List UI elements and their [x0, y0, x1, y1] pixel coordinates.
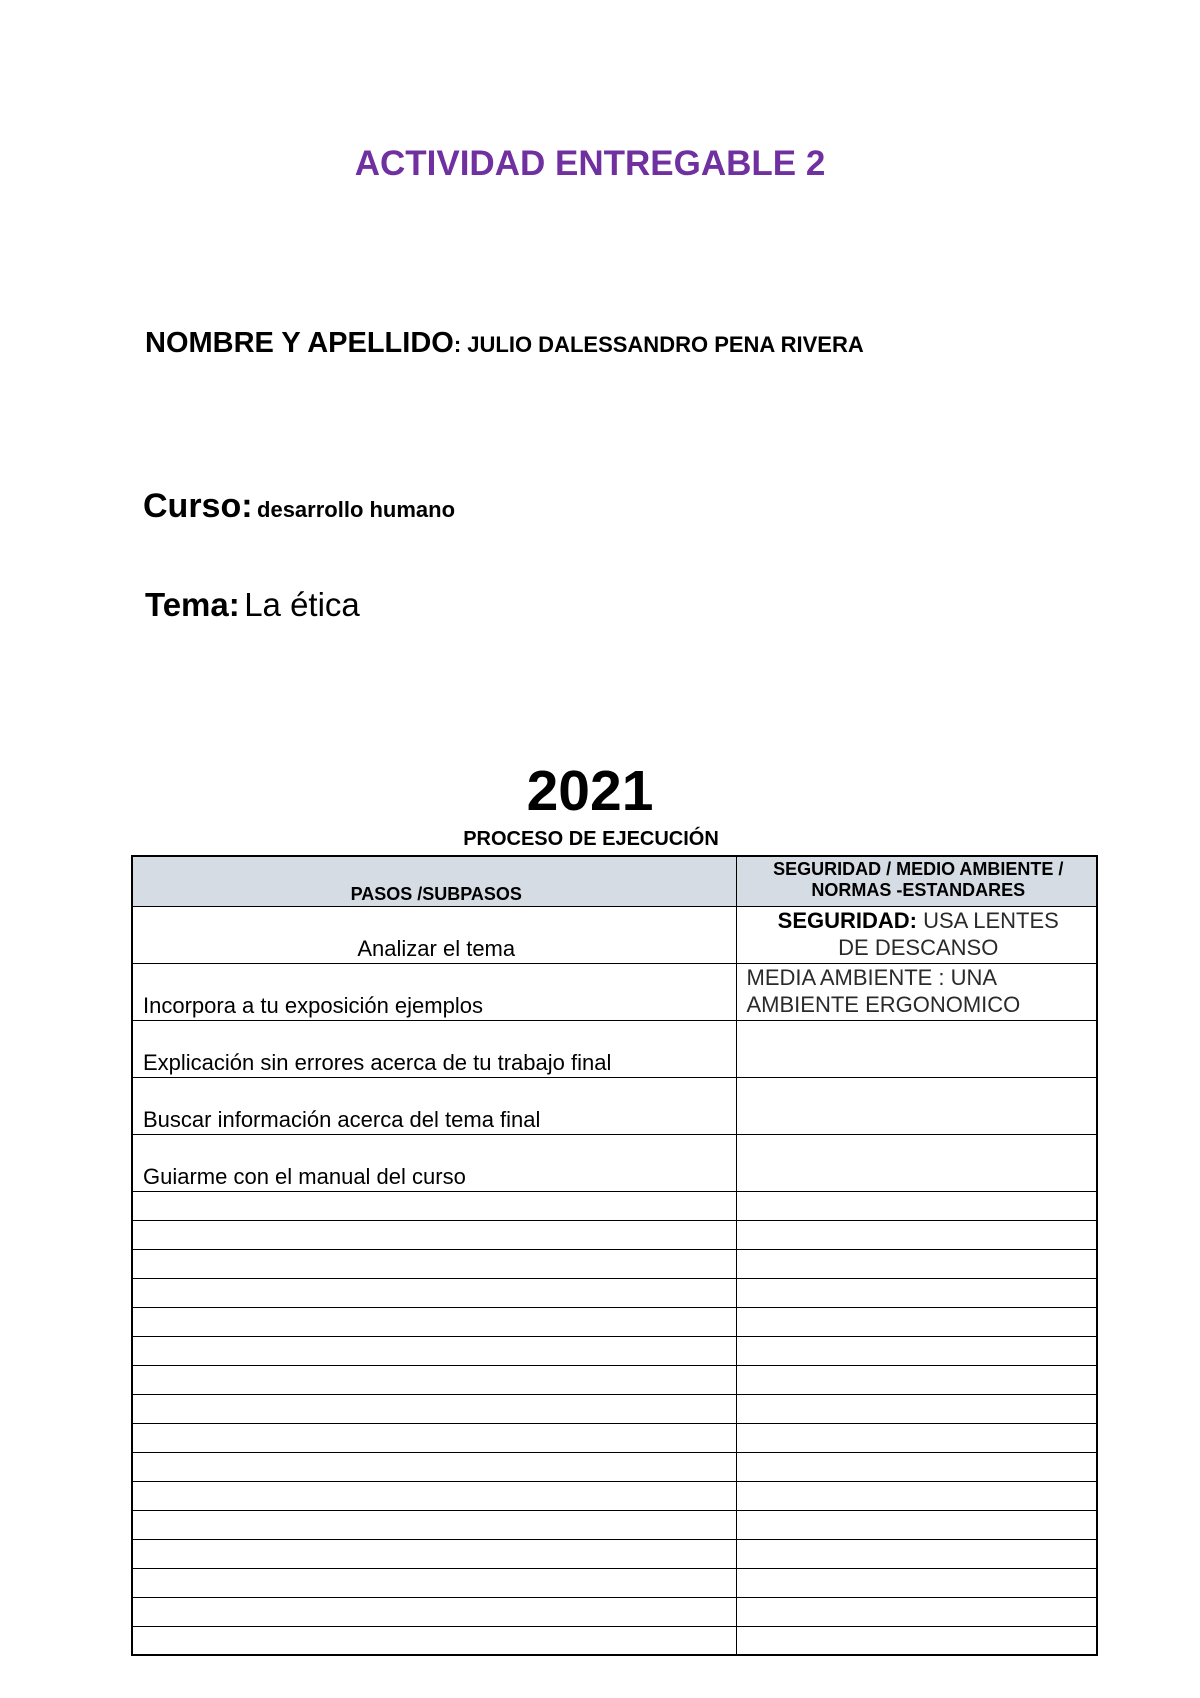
empty-table-row — [132, 1423, 1097, 1452]
name-value: : JULIO DALESSANDRO PENA RIVERA — [453, 332, 864, 357]
empty-step-cell[interactable] — [132, 1220, 736, 1249]
table-caption: PROCESO DE EJECUCIÓN — [463, 828, 719, 850]
norm-cell[interactable] — [736, 1134, 1097, 1191]
empty-table-row — [132, 1278, 1097, 1307]
topic-line — [145, 586, 360, 624]
document-title: ACTIVIDAD ENTREGABLE 2 — [354, 144, 826, 183]
name-line — [145, 327, 864, 360]
empty-table-row — [132, 1220, 1097, 1249]
table-row — [132, 963, 1097, 1020]
norm-line: DE DESCANSO — [838, 934, 999, 960]
empty-norm-cell[interactable] — [736, 1452, 1097, 1481]
table-header-row — [132, 856, 1097, 906]
empty-norm-cell[interactable] — [736, 1568, 1097, 1597]
empty-norm-cell[interactable] — [736, 1249, 1097, 1278]
empty-table-row — [132, 1336, 1097, 1365]
year-heading: 2021 — [526, 759, 654, 823]
empty-table-row — [132, 1394, 1097, 1423]
empty-step-cell[interactable] — [132, 1394, 736, 1423]
norm-cell[interactable] — [736, 1020, 1097, 1077]
norm-cell[interactable] — [736, 906, 1097, 963]
empty-table-row — [132, 1510, 1097, 1539]
empty-norm-cell[interactable] — [736, 1510, 1097, 1539]
empty-step-cell[interactable] — [132, 1307, 736, 1336]
step-cell[interactable]: Explicación sin errores acerca de tu trabajo final — [132, 1020, 736, 1077]
empty-step-cell[interactable] — [132, 1539, 736, 1568]
steps-column-header: PASOS /SUBPASOS — [132, 856, 736, 906]
empty-table-row — [132, 1481, 1097, 1510]
empty-table-row — [132, 1249, 1097, 1278]
empty-norm-cell[interactable] — [736, 1220, 1097, 1249]
step-cell[interactable]: Guiarme con el manual del curso — [132, 1134, 736, 1191]
empty-step-cell[interactable] — [132, 1249, 736, 1278]
name-label: NOMBRE Y APELLIDO — [145, 327, 454, 359]
process-table — [131, 855, 1098, 1656]
norm-label: SEGURIDAD: — [777, 907, 917, 933]
empty-norm-cell[interactable] — [736, 1278, 1097, 1307]
empty-step-cell[interactable] — [132, 1278, 736, 1307]
empty-table-row — [132, 1452, 1097, 1481]
empty-norm-cell[interactable] — [736, 1365, 1097, 1394]
norms-header-line-2: NORMAS -ESTANDARES — [811, 880, 1026, 900]
empty-norm-cell[interactable] — [736, 1539, 1097, 1568]
empty-table-row — [132, 1597, 1097, 1626]
empty-table-row — [132, 1539, 1097, 1568]
empty-step-cell[interactable] — [132, 1191, 736, 1220]
step-cell[interactable]: Incorpora a tu exposición ejemplos — [132, 963, 736, 1020]
course-label: Curso: — [143, 487, 253, 525]
empty-table-row — [132, 1568, 1097, 1597]
course-value: desarrollo humano — [257, 497, 456, 522]
empty-step-cell[interactable] — [132, 1626, 736, 1655]
norm-line: MEDIA AMBIENTE : UNA — [746, 964, 998, 990]
norm-cell[interactable] — [736, 963, 1097, 1020]
step-cell[interactable]: Buscar información acerca del tema final — [132, 1077, 736, 1134]
course-line — [143, 487, 455, 526]
table-row — [132, 1020, 1097, 1077]
empty-step-cell[interactable] — [132, 1481, 736, 1510]
empty-norm-cell[interactable] — [736, 1394, 1097, 1423]
norms-header-line-1: SEGURIDAD / MEDIO AMBIENTE / — [773, 859, 1064, 879]
empty-table-row — [132, 1307, 1097, 1336]
table-row — [132, 1134, 1097, 1191]
topic-value: La ética — [244, 586, 360, 623]
empty-norm-cell[interactable] — [736, 1307, 1097, 1336]
empty-step-cell[interactable] — [132, 1452, 736, 1481]
table-row — [132, 906, 1097, 963]
empty-norm-cell[interactable] — [736, 1336, 1097, 1365]
step-cell[interactable]: Analizar el tema — [132, 906, 736, 963]
empty-table-row — [132, 1365, 1097, 1394]
empty-norm-cell[interactable] — [736, 1481, 1097, 1510]
norms-column-header — [736, 856, 1097, 906]
empty-table-row — [132, 1191, 1097, 1220]
norm-cell[interactable] — [736, 1077, 1097, 1134]
empty-step-cell[interactable] — [132, 1365, 736, 1394]
empty-norm-cell[interactable] — [736, 1423, 1097, 1452]
norm-line: AMBIENTE ERGONOMICO — [746, 991, 1021, 1017]
empty-norm-cell[interactable] — [736, 1597, 1097, 1626]
empty-step-cell[interactable] — [132, 1423, 736, 1452]
empty-step-cell[interactable] — [132, 1510, 736, 1539]
empty-norm-cell[interactable] — [736, 1626, 1097, 1655]
empty-table-row — [132, 1626, 1097, 1655]
norm-line — [747, 907, 1091, 934]
empty-step-cell[interactable] — [132, 1597, 736, 1626]
table-row — [132, 1077, 1097, 1134]
norm-text: USA LENTES — [917, 907, 1059, 933]
empty-step-cell[interactable] — [132, 1336, 736, 1365]
empty-norm-cell[interactable] — [736, 1191, 1097, 1220]
empty-step-cell[interactable] — [132, 1568, 736, 1597]
topic-label: Tema: — [145, 586, 240, 623]
